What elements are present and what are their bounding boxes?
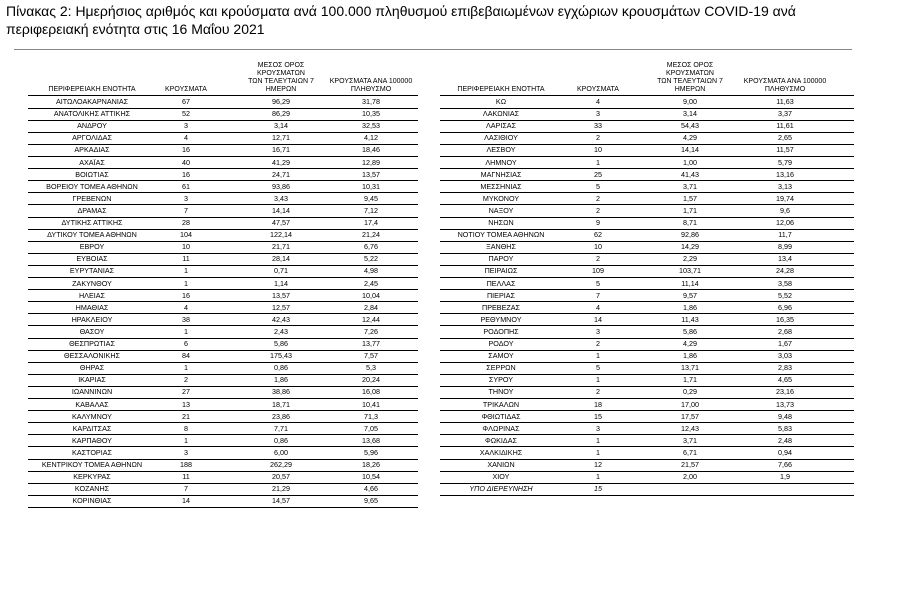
header-7day-average bbox=[650, 60, 730, 94]
header-per-100k bbox=[730, 60, 840, 94]
cases-per-100k: 9,45 bbox=[364, 193, 378, 203]
seven-day-average: 3,43 bbox=[274, 193, 288, 203]
region-name: ΜΥΚΟΝΟΥ bbox=[482, 193, 520, 203]
case-count: 2 bbox=[596, 254, 600, 264]
cases-per-100k: 1,67 bbox=[778, 339, 792, 348]
seven-day-average: 28,14 bbox=[272, 254, 290, 264]
header-cases bbox=[146, 60, 226, 94]
region-name: ΤΗΝΟΥ bbox=[488, 387, 514, 397]
seven-day-average: 38,86 bbox=[272, 387, 290, 397]
case-count: 3 bbox=[184, 447, 188, 457]
header-text: ΠΛΗΘΥΣΜΟ bbox=[764, 86, 806, 93]
header-text: ΗΜΕΡΩΝ bbox=[265, 86, 297, 93]
region-name: ΗΜΑΘΙΑΣ bbox=[75, 302, 109, 312]
region-name: ΜΕΣΣΗΝΙΑΣ bbox=[480, 181, 522, 191]
seven-day-average: 17,57 bbox=[681, 411, 699, 421]
case-count: 67 bbox=[182, 97, 190, 106]
cases-per-100k: 7,66 bbox=[778, 460, 792, 469]
case-count: 1 bbox=[596, 157, 600, 167]
seven-day-average: 0,86 bbox=[274, 435, 288, 445]
case-count: 18 bbox=[594, 399, 602, 409]
case-count: 2 bbox=[596, 133, 600, 143]
cases-per-100k: 31,78 bbox=[362, 97, 380, 106]
case-count: 188 bbox=[180, 460, 192, 469]
cases-per-100k: 2,65 bbox=[778, 133, 792, 143]
cases-per-100k: 10,54 bbox=[362, 472, 380, 482]
case-count: 5 bbox=[596, 278, 600, 288]
header-text: ΚΡΟΥΣΜΑΤΑ ΑΝΑ 100000 bbox=[329, 78, 413, 85]
case-count: 2 bbox=[184, 375, 188, 385]
region-name: ΕΒΡΟΥ bbox=[79, 242, 105, 252]
seven-day-average: 42,43 bbox=[272, 314, 290, 324]
case-count: 10 bbox=[182, 242, 190, 252]
seven-day-average: 14,57 bbox=[272, 496, 290, 506]
seven-day-average: 5,86 bbox=[683, 326, 697, 336]
region-name: ΣΕΡΡΩΝ bbox=[486, 363, 516, 373]
region-name: ΒΟΙΩΤΙΑΣ bbox=[75, 169, 109, 179]
region-name: ΑΝΔΡΟΥ bbox=[77, 121, 107, 131]
seven-day-average: 14,14 bbox=[681, 145, 699, 155]
row-divider bbox=[28, 507, 418, 508]
cases-per-100k: 6,96 bbox=[778, 302, 792, 312]
cases-per-100k: 23,16 bbox=[776, 387, 794, 397]
cases-per-100k: 12,06 bbox=[776, 218, 794, 227]
header-region bbox=[18, 60, 166, 94]
region-name: ΝΟΤΙΟΥ ΤΟΜΕΑ ΑΘΗΝΩΝ bbox=[457, 230, 545, 240]
seven-day-average: 4,29 bbox=[683, 339, 697, 348]
region-name: ΘΕΣΠΡΩΤΙΑΣ bbox=[69, 339, 115, 348]
region-name: ΠΡΕΒΕΖΑΣ bbox=[482, 302, 520, 312]
cases-per-100k: 4,65 bbox=[778, 375, 792, 385]
cases-per-100k: 10,35 bbox=[362, 109, 380, 119]
region-name: ΝΗΣΩΝ bbox=[488, 218, 514, 227]
case-count: 104 bbox=[180, 230, 192, 240]
seven-day-average: 93,86 bbox=[272, 181, 290, 191]
case-count: 109 bbox=[592, 266, 604, 276]
header-text: ΠΛΗΘΥΣΜΟ bbox=[350, 86, 392, 93]
region-name: ΕΥΒΟΙΑΣ bbox=[76, 254, 108, 264]
region-name: ΓΡΕΒΕΝΩΝ bbox=[72, 193, 112, 203]
region-name: ΚΑΛΥΜΝΟΥ bbox=[72, 411, 112, 421]
header-region bbox=[436, 60, 566, 94]
case-count: 3 bbox=[184, 121, 188, 131]
case-count: 15 bbox=[594, 484, 602, 494]
cases-per-100k: 3,13 bbox=[778, 181, 792, 191]
region-name: ΣΑΜΟΥ bbox=[488, 351, 514, 361]
seven-day-average: 8,71 bbox=[683, 218, 697, 227]
region-name: ΦΩΚΙΔΑΣ bbox=[485, 435, 517, 445]
region-name: ΙΚΑΡΙΑΣ bbox=[78, 375, 106, 385]
cases-per-100k: 11,63 bbox=[776, 97, 794, 106]
row-divider bbox=[440, 495, 854, 496]
case-count: 5 bbox=[596, 181, 600, 191]
header-text: ΚΡΟΥΣΜΑΤΑ bbox=[577, 86, 619, 93]
cases-per-100k: 4,66 bbox=[364, 484, 378, 494]
cases-per-100k: 4,12 bbox=[364, 133, 378, 143]
cases-per-100k: 7,57 bbox=[364, 351, 378, 361]
cases-per-100k: 24,28 bbox=[776, 266, 794, 276]
region-name: ΝΑΞΟΥ bbox=[488, 205, 514, 215]
seven-day-average: 1,86 bbox=[683, 351, 697, 361]
case-count: 3 bbox=[596, 423, 600, 433]
case-count: 1 bbox=[184, 363, 188, 373]
seven-day-average: 1,00 bbox=[683, 157, 697, 167]
case-count: 5 bbox=[596, 363, 600, 373]
seven-day-average: 21,57 bbox=[681, 460, 699, 469]
header-text: ΗΜΕΡΩΝ bbox=[674, 86, 706, 93]
cases-per-100k: 21,24 bbox=[362, 230, 380, 240]
seven-day-average: 14,14 bbox=[272, 205, 290, 215]
header-text: ΜΕΣΟΣ ΟΡΟΣ ΚΡΟΥΣΜΑΤΩΝ bbox=[257, 62, 305, 77]
header-text: ΠΕΡΙΦΕΡΕΙΑΚΗ ΕΝΟΤΗΤΑ bbox=[48, 86, 136, 93]
region-name: ΘΑΣΟΥ bbox=[79, 326, 105, 336]
header-text: ΚΡΟΥΣΜΑΤΑ ΑΝΑ 100000 bbox=[743, 78, 827, 85]
cases-per-100k: 9,6 bbox=[780, 205, 790, 215]
case-count: 33 bbox=[594, 121, 602, 131]
region-name: ΑΙΤΩΛΟΑΚΑΡΝΑΝΙΑΣ bbox=[55, 97, 129, 106]
seven-day-average: 18,71 bbox=[272, 399, 290, 409]
region-name: ΚΕΡΚΥΡΑΣ bbox=[73, 472, 111, 482]
seven-day-average: 9,57 bbox=[683, 290, 697, 300]
seven-day-average: 1,86 bbox=[683, 302, 697, 312]
case-count: 2 bbox=[596, 387, 600, 397]
case-count: 10 bbox=[594, 242, 602, 252]
title-divider bbox=[14, 49, 852, 50]
seven-day-average: 6,00 bbox=[274, 447, 288, 457]
seven-day-average: 11,43 bbox=[681, 314, 699, 324]
case-count: 1 bbox=[596, 351, 600, 361]
cases-per-100k: 13,77 bbox=[362, 339, 380, 348]
case-count: 4 bbox=[184, 302, 188, 312]
case-count: 1 bbox=[596, 447, 600, 457]
cases-per-100k: 11,61 bbox=[776, 121, 794, 131]
case-count: 16 bbox=[182, 290, 190, 300]
case-count: 61 bbox=[182, 181, 190, 191]
cases-per-100k: 5,52 bbox=[778, 290, 792, 300]
region-name: ΒΟΡΕΙΟΥ ΤΟΜΕΑ ΑΘΗΝΩΝ bbox=[46, 181, 138, 191]
region-name: ΠΑΡΟΥ bbox=[488, 254, 514, 264]
case-count: 16 bbox=[182, 169, 190, 179]
seven-day-average: 6,71 bbox=[683, 447, 697, 457]
case-count: 1 bbox=[596, 375, 600, 385]
seven-day-average: 20,57 bbox=[272, 472, 290, 482]
seven-day-average: 1,57 bbox=[683, 193, 697, 203]
cases-per-100k: 4,98 bbox=[364, 266, 378, 276]
cases-per-100k: 13,57 bbox=[362, 169, 380, 179]
seven-day-average: 3,14 bbox=[274, 121, 288, 131]
cases-per-100k: 5,83 bbox=[778, 423, 792, 433]
case-count: 1 bbox=[184, 435, 188, 445]
cases-per-100k: 10,41 bbox=[362, 399, 380, 409]
region-name: ΑΡΚΑΔΙΑΣ bbox=[74, 145, 110, 155]
case-count: 11 bbox=[182, 254, 190, 264]
case-count: 40 bbox=[182, 157, 190, 167]
region-name: ΦΛΩΡΙΝΑΣ bbox=[482, 423, 520, 433]
cases-per-100k: 2,45 bbox=[364, 278, 378, 288]
seven-day-average: 1,14 bbox=[274, 278, 288, 288]
cases-per-100k: 9,65 bbox=[364, 496, 378, 506]
case-count: 4 bbox=[184, 133, 188, 143]
seven-day-average: 9,00 bbox=[683, 97, 697, 106]
region-name: ΛΑΚΩΝΙΑΣ bbox=[482, 109, 520, 119]
header-cases bbox=[562, 60, 634, 94]
cases-per-100k: 3,37 bbox=[778, 109, 792, 119]
case-count: 62 bbox=[594, 230, 602, 240]
seven-day-average: 21,71 bbox=[272, 242, 290, 252]
page-title: Πίνακας 2: Ημερήσιος αριθμός και κρούσματα ανά 100.000 πληθυσμού επιβεβαιωμένων εγχώριων κρουσμάτων COVID-19 ανά περιφερειακή ενότητα στις 16 Μαΐου 2021 bbox=[6, 3, 796, 37]
cases-per-100k: 12,44 bbox=[362, 314, 380, 324]
cases-per-100k: 20,24 bbox=[362, 375, 380, 385]
region-name: ΔΥΤΙΚΟΥ ΤΟΜΕΑ ΑΘΗΝΩΝ bbox=[47, 230, 137, 240]
seven-day-average: 5,86 bbox=[274, 339, 288, 348]
region-name: ΚΟΖΑΝΗΣ bbox=[74, 484, 110, 494]
cases-per-100k: 19,74 bbox=[776, 193, 794, 203]
cases-per-100k: 0,94 bbox=[778, 447, 792, 457]
case-count: 14 bbox=[594, 314, 602, 324]
case-count: 15 bbox=[594, 411, 602, 421]
cases-per-100k: 2,83 bbox=[778, 363, 792, 373]
seven-day-average: 17,00 bbox=[681, 399, 699, 409]
region-name: ΙΩΑΝΝΙΝΩΝ bbox=[71, 387, 113, 397]
region-name: ΣΥΡΟΥ bbox=[488, 375, 514, 385]
seven-day-average: 103,71 bbox=[679, 266, 701, 276]
seven-day-average: 54,43 bbox=[681, 121, 699, 131]
seven-day-average: 23,86 bbox=[272, 411, 290, 421]
region-name: ΠΕΛΛΑΣ bbox=[486, 278, 516, 288]
region-name: ΘΕΣΣΑΛΟΝΙΚΗΣ bbox=[64, 351, 120, 361]
cases-per-100k: 13,73 bbox=[776, 399, 794, 409]
case-count: 4 bbox=[596, 97, 600, 106]
case-count: 4 bbox=[596, 302, 600, 312]
header-text: ΠΕΡΙΦΕΡΕΙΑΚΗ ΕΝΟΤΗΤΑ bbox=[457, 86, 545, 93]
region-name: ΚΑΡΠΑΘΟΥ bbox=[72, 435, 112, 445]
seven-day-average: 24,71 bbox=[272, 169, 290, 179]
seven-day-average: 0,71 bbox=[274, 266, 288, 276]
region-name: ΚΕΝΤΡΙΚΟΥ ΤΟΜΕΑ ΑΘΗΝΩΝ bbox=[41, 460, 143, 469]
region-name: ΧΑΝΙΩΝ bbox=[487, 460, 515, 469]
cases-per-100k: 7,05 bbox=[364, 423, 378, 433]
seven-day-average: 11,14 bbox=[681, 278, 699, 288]
seven-day-average: 3,14 bbox=[683, 109, 697, 119]
case-count: 7 bbox=[596, 290, 600, 300]
region-name: ΘΗΡΑΣ bbox=[79, 363, 105, 373]
cases-per-100k: 9,48 bbox=[778, 411, 792, 421]
region-name: ΛΑΡΙΣΑΣ bbox=[485, 121, 517, 131]
seven-day-average: 16,71 bbox=[272, 145, 290, 155]
seven-day-average: 1,86 bbox=[274, 375, 288, 385]
case-count: 3 bbox=[184, 193, 188, 203]
region-name: ΚΑΣΤΟΡΙΑΣ bbox=[72, 447, 112, 457]
seven-day-average: 41,29 bbox=[272, 157, 290, 167]
region-name: ΞΑΝΘΗΣ bbox=[486, 242, 516, 252]
region-name: ΡΕΘΥΜΝΟΥ bbox=[480, 314, 522, 324]
covid-cases-table bbox=[28, 60, 854, 518]
seven-day-average: 96,29 bbox=[272, 97, 290, 106]
case-count: 2 bbox=[596, 339, 600, 348]
header-text: ΜΕΣΟΣ ΟΡΟΣ ΚΡΟΥΣΜΑΤΩΝ bbox=[666, 62, 714, 77]
seven-day-average: 13,57 bbox=[272, 290, 290, 300]
cases-per-100k: 11,57 bbox=[776, 145, 794, 155]
case-count: 1 bbox=[184, 266, 188, 276]
cases-per-100k: 17,4 bbox=[364, 218, 378, 227]
region-name: ΧΙΟΥ bbox=[492, 472, 510, 482]
case-count: 11 bbox=[182, 472, 190, 482]
case-count: 27 bbox=[182, 387, 190, 397]
region-name: ΤΡΙΚΑΛΩΝ bbox=[482, 399, 520, 409]
seven-day-average: 2,00 bbox=[683, 472, 697, 482]
cases-per-100k: 3,03 bbox=[778, 351, 792, 361]
case-count: 2 bbox=[596, 193, 600, 203]
case-count: 84 bbox=[182, 351, 190, 361]
seven-day-average: 0,29 bbox=[683, 387, 697, 397]
cases-per-100k: 13,68 bbox=[362, 435, 380, 445]
case-count: 1 bbox=[184, 278, 188, 288]
header-per-100k bbox=[328, 60, 414, 94]
case-count: 7 bbox=[184, 205, 188, 215]
cases-per-100k: 5,3 bbox=[366, 363, 376, 373]
case-count: 13 bbox=[182, 399, 190, 409]
cases-per-100k: 1,9 bbox=[780, 472, 790, 482]
cases-per-100k: 11,7 bbox=[778, 230, 792, 240]
region-name: ΡΟΔΟΠΗΣ bbox=[483, 326, 519, 336]
seven-day-average: 2,43 bbox=[274, 326, 288, 336]
cases-per-100k: 13,4 bbox=[778, 254, 792, 264]
region-name: ΧΑΛΚΙΔΙΚΗΣ bbox=[479, 447, 523, 457]
region-name: ΛΕΣΒΟΥ bbox=[486, 145, 516, 155]
seven-day-average: 41,43 bbox=[681, 169, 699, 179]
cases-per-100k: 16,35 bbox=[776, 314, 794, 324]
case-count: 28 bbox=[182, 218, 190, 227]
region-name: ΔΥΤΙΚΗΣ ΑΤΤΙΚΗΣ bbox=[61, 218, 123, 227]
case-count: 2 bbox=[596, 205, 600, 215]
region-name: ΜΑΓΝΗΣΙΑΣ bbox=[480, 169, 522, 179]
region-name: ΦΘΙΩΤΙΔΑΣ bbox=[481, 411, 521, 421]
region-name: ΕΥΡΥΤΑΝΙΑΣ bbox=[69, 266, 115, 276]
cases-per-100k: 6,76 bbox=[364, 242, 378, 252]
region-name: ΚΑΡΔΙΤΣΑΣ bbox=[72, 423, 112, 433]
region-name: ΠΕΙΡΑΙΩΣ bbox=[484, 266, 518, 276]
cases-per-100k: 10,31 bbox=[362, 181, 380, 191]
region-name: ΚΩ bbox=[495, 97, 507, 106]
case-count: 52 bbox=[182, 109, 190, 119]
case-count: 3 bbox=[596, 109, 600, 119]
case-count: 10 bbox=[594, 145, 602, 155]
seven-day-average: 21,29 bbox=[272, 484, 290, 494]
cases-per-100k: 3,58 bbox=[778, 278, 792, 288]
region-name: ΖΑΚΥΝΘΟΥ bbox=[72, 278, 112, 288]
cases-per-100k: 5,96 bbox=[364, 447, 378, 457]
region-name: ΚΟΡΙΝΘΙΑΣ bbox=[72, 496, 112, 506]
case-count: 14 bbox=[182, 496, 190, 506]
cases-per-100k: 18,46 bbox=[362, 145, 380, 155]
header-7day-average bbox=[241, 60, 321, 94]
cases-per-100k: 71,3 bbox=[364, 411, 378, 421]
seven-day-average: 92,86 bbox=[681, 230, 699, 240]
case-count: 1 bbox=[184, 326, 188, 336]
case-count: 1 bbox=[596, 435, 600, 445]
seven-day-average: 7,71 bbox=[274, 423, 288, 433]
seven-day-average: 1,71 bbox=[683, 375, 697, 385]
case-count: 16 bbox=[182, 145, 190, 155]
cases-per-100k: 5,22 bbox=[364, 254, 378, 264]
region-name: ΚΑΒΑΛΑΣ bbox=[75, 399, 109, 409]
region-name: ΗΡΑΚΛΕΙΟΥ bbox=[71, 314, 113, 324]
case-count: 38 bbox=[182, 314, 190, 324]
region-name: ΑΝΑΤΟΛΙΚΗΣ ΑΤΤΙΚΗΣ bbox=[53, 109, 131, 119]
seven-day-average: 13,71 bbox=[681, 363, 699, 373]
region-name: ΡΟΔΟΥ bbox=[488, 339, 514, 348]
cases-per-100k: 18,26 bbox=[362, 460, 380, 469]
region-name: ΛΗΜΝΟΥ bbox=[485, 157, 517, 167]
case-count: 1 bbox=[596, 472, 600, 482]
region-name: ΠΙΕΡΙΑΣ bbox=[486, 290, 515, 300]
cases-per-100k: 13,16 bbox=[776, 169, 794, 179]
region-name: ΑΡΓΟΛΙΔΑΣ bbox=[72, 133, 112, 143]
case-count: 8 bbox=[184, 423, 188, 433]
region-name: ΥΠΟ ΔΙΕΡΕΥΝΗΣΗ bbox=[469, 484, 533, 494]
seven-day-average: 3,71 bbox=[683, 181, 697, 191]
cases-per-100k: 7,12 bbox=[364, 205, 378, 215]
cases-per-100k: 32,53 bbox=[362, 121, 380, 131]
region-name: ΑΧΑΪΑΣ bbox=[79, 157, 105, 167]
region-name: ΗΛΕΙΑΣ bbox=[78, 290, 106, 300]
case-count: 25 bbox=[594, 169, 602, 179]
seven-day-average: 175,43 bbox=[270, 351, 292, 361]
seven-day-average: 3,71 bbox=[683, 435, 697, 445]
cases-per-100k: 7,26 bbox=[364, 326, 378, 336]
seven-day-average: 14,29 bbox=[681, 242, 699, 252]
cases-per-100k: 16,08 bbox=[362, 387, 380, 397]
cases-per-100k: 8,99 bbox=[778, 242, 792, 252]
header-text: ΚΡΟΥΣΜΑΤΑ bbox=[165, 86, 207, 93]
case-count: 12 bbox=[594, 460, 602, 469]
cases-per-100k: 2,84 bbox=[364, 302, 378, 312]
header-text: ΤΩΝ ΤΕΛΕΥΤΑΙΩΝ 7 bbox=[248, 78, 314, 85]
case-count: 21 bbox=[182, 411, 190, 421]
seven-day-average: 122,14 bbox=[270, 230, 292, 240]
cases-per-100k: 2,68 bbox=[778, 326, 792, 336]
seven-day-average: 12,57 bbox=[272, 302, 290, 312]
region-name: ΔΡΑΜΑΣ bbox=[77, 205, 107, 215]
cases-per-100k: 2,48 bbox=[778, 435, 792, 445]
seven-day-average: 12,43 bbox=[681, 423, 699, 433]
case-count: 9 bbox=[596, 218, 600, 227]
region-name: ΛΑΣΙΘΙΟΥ bbox=[484, 133, 518, 143]
case-count: 3 bbox=[596, 326, 600, 336]
seven-day-average: 4,29 bbox=[683, 133, 697, 143]
seven-day-average: 1,71 bbox=[683, 205, 697, 215]
case-count: 6 bbox=[184, 339, 188, 348]
cases-per-100k: 5,79 bbox=[778, 157, 792, 167]
seven-day-average: 86,29 bbox=[272, 109, 290, 119]
seven-day-average: 2,29 bbox=[683, 254, 697, 264]
cases-per-100k: 10,04 bbox=[362, 290, 380, 300]
seven-day-average: 262,29 bbox=[270, 460, 292, 469]
seven-day-average: 47,57 bbox=[272, 218, 290, 227]
seven-day-average: 0,86 bbox=[274, 363, 288, 373]
cases-per-100k: 12,89 bbox=[362, 157, 380, 167]
seven-day-average: 12,71 bbox=[272, 133, 290, 143]
header-text: ΤΩΝ ΤΕΛΕΥΤΑΙΩΝ 7 bbox=[657, 78, 723, 85]
case-count: 7 bbox=[184, 484, 188, 494]
